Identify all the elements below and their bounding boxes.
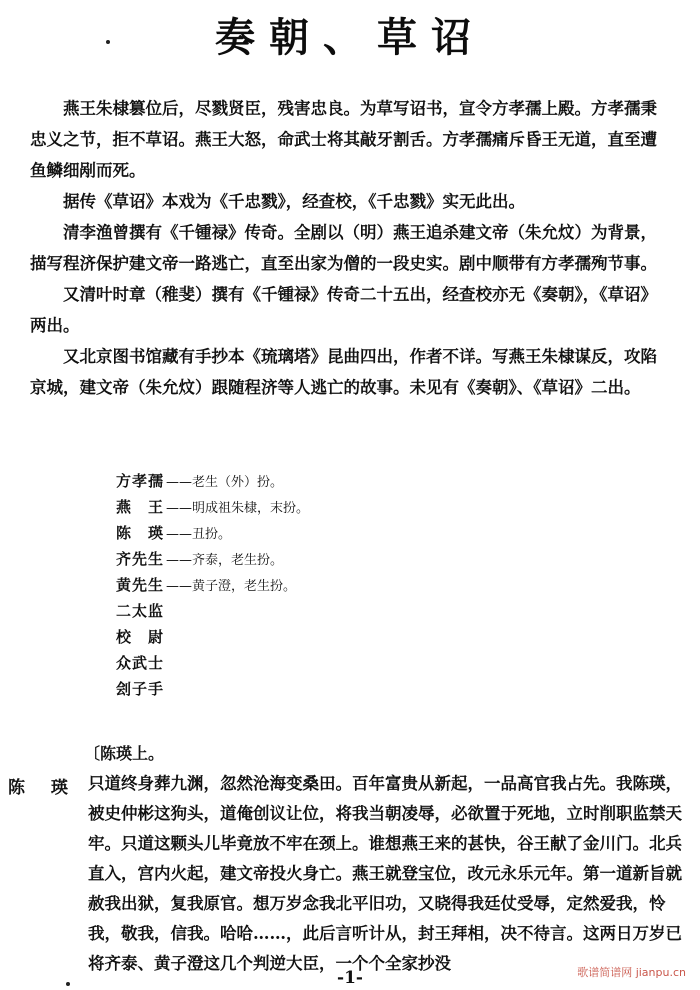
- role-name: 燕 王: [116, 498, 165, 516]
- cast-item: [116, 546, 656, 572]
- cast-item: [116, 494, 656, 520]
- speaker-name: 陈 瑛: [8, 778, 78, 798]
- role-description: ——明成祖朱棣，末扮。: [166, 501, 310, 516]
- role-name: 齐先生: [116, 550, 165, 568]
- cast-item: [116, 520, 656, 546]
- page-title: 奏朝、草诏: [215, 15, 485, 61]
- role-name: 刽子手: [116, 680, 165, 698]
- stage-direction: 〔陈瑛上。: [84, 744, 165, 763]
- intro-paragraph: 又清叶时章（稚斐）撰有《千锺禄》传奇二十五出，经查校亦无《奏朝》，《草诏》两出。: [30, 285, 657, 335]
- role-description: ——丑扮。: [166, 527, 232, 542]
- cast-item: [116, 650, 656, 676]
- cast-item: [116, 598, 656, 624]
- intro-paragraph: 清李渔曾撰有《千锺禄》传奇。全剧以（明）燕王追杀建文帝（朱允炆）为背景，描写程济保护建文帝一路逃亡，直至出家为僧的一段史实。剧中顺带有方孝孺殉节事。: [30, 223, 657, 273]
- intro-paragraph: 燕王朱棣篡位后，尽戮贤臣，残害忠良。为草写诏书，宣令方孝孺上殿。方孝孺秉忠义之节，拒不草诏。燕王大怒，命武士将其敲牙割舌。方孝孺痛斥昏王无道，直至遭鱼鳞细剐而死。: [30, 99, 657, 180]
- role-name: 方孝孺: [116, 472, 165, 490]
- intro-section: [30, 93, 670, 403]
- role-name: 二太监: [116, 602, 165, 620]
- cast-list: [116, 468, 656, 702]
- role-name: 黄先生: [116, 576, 165, 594]
- intro-paragraph: 据传《草诏》本戏为《千忠戮》，经查校，《千忠戮》实无此出。: [63, 192, 525, 211]
- role-name: 校 尉: [116, 628, 165, 646]
- page-number: -1-: [337, 968, 363, 988]
- cast-item: [116, 572, 656, 598]
- role-description: ——齐泰，老生扮。: [166, 553, 284, 568]
- site-watermark: 歌谱简谱网 jianpu.cn: [577, 966, 686, 979]
- role-name: 陈 瑛: [116, 524, 165, 542]
- role-description: ——黄子澄，老生扮。: [166, 579, 297, 594]
- intro-paragraph: 又北京图书馆藏有手抄本《琉璃塔》昆曲四出，作者不详。写燕王朱棣谋反，攻陷京城，建文帝（朱允炆）跟随程济等人逃亡的故事。未见有《奏朝》、《草诏》二出。: [30, 347, 657, 397]
- cast-item: [116, 676, 656, 702]
- role-description: ——老生（外）扮。: [166, 475, 284, 490]
- speech-text: 只道终身葬九渊，忽然沧海变桑田。百年富贵从新起，一品高官我占先。我陈瑛，被史仲彬这狗头，道俺创议让位，将我当朝凌辱，必欲置于死地，立时削职监禁天牢。只道这颗头儿毕竟放不牢在颈上。谁想燕王来的甚快，谷王献了金川门。北兵直入，宫内火起，建文帝投火身亡。燕王就登宝位，改元永乐元年。第一道新旨就赦我出狱，复我原官。想万岁念我北平旧功，又晓得我廷仗受辱，定然爱我，怜我，敬我，信我。哈哈……，此后言听计从，封王拜相，决不待言。这两日万岁已将齐泰、黄子澄这几个判逆大臣，一个个全家抄没: [88, 774, 682, 973]
- cast-item: [116, 624, 656, 650]
- role-name: 众武士: [116, 654, 165, 672]
- cast-item: [116, 468, 656, 494]
